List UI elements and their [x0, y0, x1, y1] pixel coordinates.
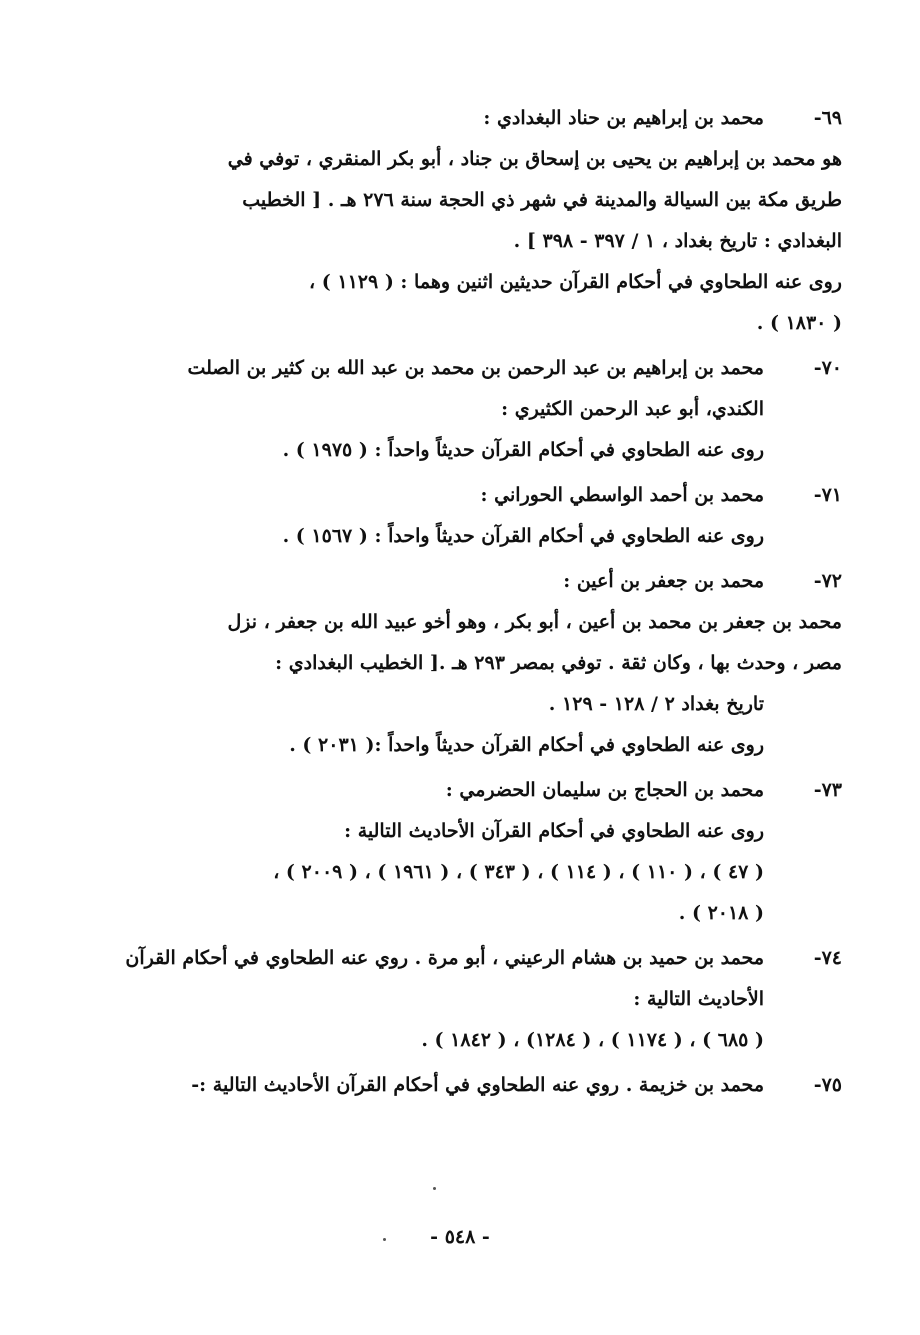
- entry-number: ٧٣-: [813, 779, 842, 801]
- entry-heading-line: محمد بن الحجاج بن سليمان الحضرمي :: [445, 779, 764, 801]
- entry-heading-line: محمد بن إبراهيم بن عبد الرحمن بن محمد بن عبد الله بن كثير بن الصلت: [187, 357, 764, 379]
- entry-number: ٧٥-: [813, 1074, 842, 1096]
- entry-body: [112, 561, 842, 766]
- entry-text-line: ( ٢٠١٨ ) .: [678, 902, 764, 924]
- biography-entry: [112, 561, 842, 766]
- entry-text-line: مصر ، وحدث بها ، وكان ثقة . توفي بمصر ٢٩٣ هـ .[ الخطيب البغدادي :: [275, 652, 842, 674]
- entry-number: ٧٤-: [813, 947, 842, 969]
- biography-entry: [112, 98, 842, 344]
- entry-text-line: الكندي، أبو عبد الرحمن الكثيري :: [501, 398, 764, 420]
- entry-text-line: تاريخ بغداد ٢ / ١٢٨ - ١٢٩ .: [548, 693, 764, 715]
- biography-entry: [112, 348, 842, 471]
- entry-heading-line: محمد بن أحمد الواسطي الحوراني :: [480, 484, 764, 506]
- print-speck: [433, 1187, 436, 1190]
- entry-body: [112, 98, 842, 344]
- entry-text-line: روى عنه الطحاوي في أحكام القرآن الأحاديث التالية :: [344, 820, 764, 842]
- entry-number: ٧٠-: [813, 357, 842, 379]
- entry-text-line: البغدادي : تاريخ بغداد ، ١ / ٣٩٧ - ٣٩٨ ] .: [513, 230, 842, 252]
- entry-body: [112, 770, 842, 934]
- biography-entry: [112, 475, 842, 557]
- entry-heading-line: محمد بن جعفر بن أعين :: [563, 570, 764, 592]
- biography-entry: [112, 938, 842, 1061]
- entry-body: [112, 1065, 842, 1106]
- entry-body: [112, 348, 842, 471]
- entry-text-line: روى عنه الطحاوي في أحكام القرآن حديثاً واحداً :( ٢٠٣١ ) .: [289, 734, 764, 756]
- entry-text-line: ( ٦٨٥ ) ، ( ١١٧٤ ) ، ( ١٢٨٤) ، ( ١٨٤٢ ) .: [421, 1029, 764, 1051]
- entry-heading-line: محمد بن إبراهيم بن حناد البغدادي :: [483, 107, 764, 129]
- entry-text-line: هو محمد بن إبراهيم بن يحيى بن إسحاق بن جناد ، أبو بكر المنقري ، توفي في: [227, 148, 842, 170]
- entry-text-line: محمد بن جعفر بن محمد بن أعين ، أبو بكر ، وهو أخو عبيد الله بن جعفر ، نزل: [227, 611, 842, 633]
- entry-number: ٧٢-: [813, 570, 842, 592]
- entries-list: [112, 98, 842, 1110]
- entry-text-line: طريق مكة بين السيالة والمدينة في شهر ذي الحجة سنة ٢٧٦ هـ . [ الخطيب: [242, 189, 842, 211]
- entry-text-line: ( ١٨٣٠ ) .: [756, 312, 842, 334]
- entry-number: ٦٩-: [813, 107, 842, 129]
- page-number: - ٥٤٨ -: [430, 1226, 490, 1248]
- entry-heading-line: محمد بن خزيمة . روي عنه الطحاوي في أحكام القرآن الأحاديث التالية :-: [191, 1074, 764, 1096]
- entry-text-line: ( ٤٧ ) ، ( ١١٠ ) ، ( ١١٤ ) ، ( ٣٤٣ ) ، ( ١٩٦١ ) ، ( ٢٠٠٩ ) ،: [273, 861, 764, 883]
- entry-number: ٧١-: [813, 484, 842, 506]
- entry-text-line: روى عنه الطحاوي في أحكام القرآن حديثاً واحداً : ( ١٥٦٧ ) .: [282, 525, 764, 547]
- entry-text-line: الأحاديث التالية :: [633, 988, 764, 1010]
- entry-text-line: روى عنه الطحاوي في أحكام القرآن حديثاً واحداً : ( ١٩٧٥ ) .: [282, 439, 764, 461]
- biography-entry: [112, 770, 842, 934]
- entry-heading-line: محمد بن حميد بن هشام الرعيني ، أبو مرة . روي عنه الطحاوي في أحكام القرآن: [125, 947, 764, 969]
- biography-entry: [112, 1065, 842, 1106]
- entry-body: [112, 475, 842, 557]
- entry-text-line: روى عنه الطحاوي في أحكام القرآن حديثين اثنين وهما : ( ١١٢٩ ) ،: [309, 271, 842, 293]
- entry-body: [112, 938, 842, 1061]
